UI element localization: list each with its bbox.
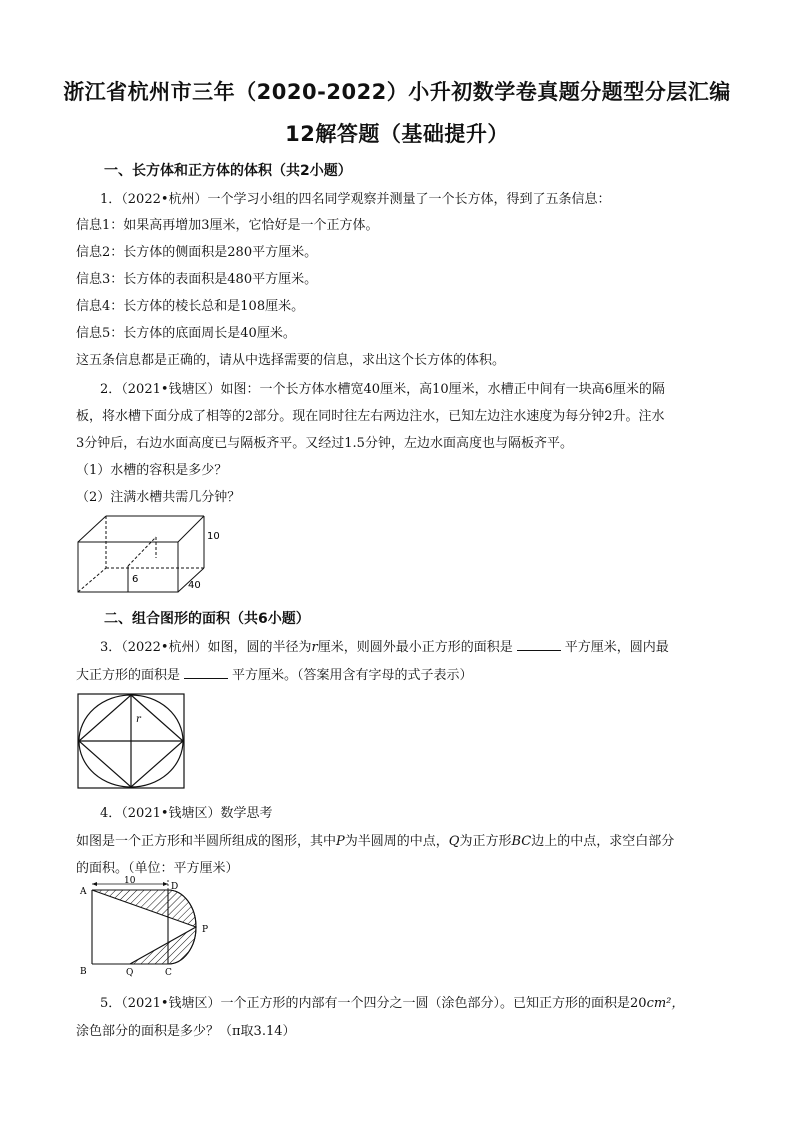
q3-text-e: 平方厘米。（答案用含有字母的式子表示） [232,668,473,683]
doc-title-line2: 12解答题（基础提升） [285,122,509,146]
q2-sub1: （1）水槽的容积是多少？ [76,463,228,478]
circle-radius-label: r [136,714,141,725]
fig-label-a: A [80,887,87,897]
q1-info-5: 信息5：长方体的底面周长是40厘米。 [76,326,296,341]
q4-var-p: P [336,834,345,849]
q2-line1: 2．（2021•钱塘区）如图：一个长方体水槽宽40厘米，高10厘米，水槽正中间有一块高6厘米的隔 [100,382,665,397]
q5-area-value: 20 [630,996,647,1011]
q3-text-c: 平方厘米，圆内最 [564,640,669,655]
q5-line1 [100,992,684,1011]
fig-label-len: 10 [124,876,136,886]
q1-info-3: 信息3：长方体的表面积是480平方厘米。 [76,272,318,287]
q3-line1 [100,636,669,655]
q4-line2: 的面积。（单位：平方厘米） [76,861,239,876]
q3-answer-blank-2[interactable] [184,666,228,679]
q1-ask: 这五条信息都是正确的，请从中选择需要的信息，求出这个长方体的体积。 [76,353,506,368]
q4-var-bc: BC [511,834,532,849]
q2-line2: 板，将水槽下面分成了相等的2部分。现在同时往左右两边注水，已知左边注水速度为每分钟2升。注水 [76,409,665,424]
q2-sub2: （2）注满水槽共需几分钟？ [76,490,241,505]
q4-line0: 4．（2021•钱塘区）数学思考 [100,806,273,821]
q3-text-a: 3．（2022•杭州）如图，圆的半径为 [100,640,312,655]
tank-height-label: 10 [207,531,220,542]
q3-var-r: r [311,640,318,655]
q1-intro: 1．（2022•杭州）一个学习小组的四名同学观察并测量了一个长方体，得到了五条信息： [100,192,611,207]
fig-label-q: Q [126,968,134,978]
q3-answer-blank-1[interactable] [517,638,561,651]
fig-label-c: C [165,968,172,978]
water-tank-figure [76,512,220,596]
q5-text-a: 5．（2021•钱塘区）一个正方形的内部有一个四分之一圆（涂色部分）。已知正方形的面积是 [100,996,631,1011]
tank-width-label: 40 [188,580,201,591]
q4-text-c: 为正方形 [459,834,512,849]
circle-squares-figure [76,692,186,790]
q4-text-a: 如图是一个正方形和半圆所组成的图形，其中 [76,834,337,849]
fig-label-p: P [202,925,209,935]
q5-area-unit: cm²， [646,996,685,1011]
q3-text-d: 大正方形的面积是 [76,668,181,683]
q1-info-1: 信息1：如果高再增加3厘米，它恰好是一个正方体。 [76,218,379,233]
q4-text-d: 边上的中点，求空白部分 [531,834,675,849]
section1-heading: 一、长方体和正方体的体积（共2小题） [104,163,352,179]
q4-line1 [76,830,674,849]
q4-var-q: Q [448,834,460,849]
section2-heading: 二、组合图形的面积（共6小题） [104,611,310,627]
q5-line2: 涂色部分的面积是多少？（π取3.14） [76,1024,296,1039]
q3-line2 [76,664,473,683]
doc-title-line1: 浙江省杭州市三年（2020-2022）小升初数学卷真题分题型分层汇编 [63,80,731,104]
q3-text-b: 厘米，则圆外最小正方形的面积是 [317,640,513,655]
q1-info-2: 信息2：长方体的侧面积是280平方厘米。 [76,245,318,260]
fig-label-b: B [80,967,87,977]
q2-line3: 3分钟后，右边水面高度已与隔板齐平。又经过1.5分钟，左边水面高度也与隔板齐平。 [76,436,573,451]
q1-info-4: 信息4：长方体的棱长总和是108厘米。 [76,299,305,314]
fig-label-d: D [171,882,179,892]
tank-partition-label: 6 [132,574,139,585]
q4-text-b: 为半圆周的中点， [344,834,449,849]
square-semicircle-figure [76,876,216,978]
